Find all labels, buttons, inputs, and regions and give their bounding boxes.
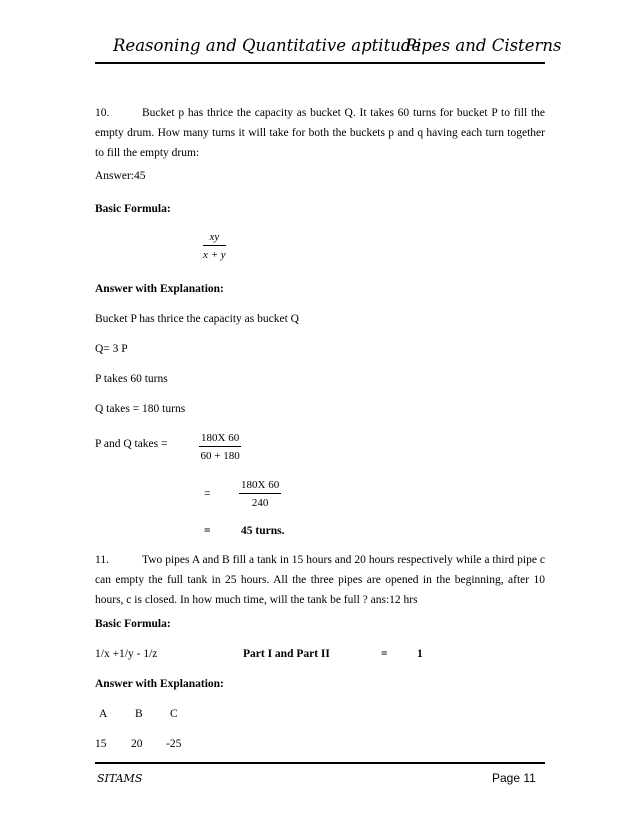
explanation-label: Answer with Explanation:: [95, 283, 224, 295]
page-number: Page 11: [492, 771, 536, 785]
table-value-c: -25: [166, 738, 182, 750]
calc-denominator: 60 + 180: [200, 450, 240, 462]
result-value: 45 turns.: [241, 525, 285, 537]
pq-takes-label: P and Q takes =: [95, 438, 168, 450]
table-header-b: B: [135, 708, 143, 720]
question-text: Two pipes A and B fill a tank in 15 hours and 20 hours respectively while a third pipe c can empty the full tank in 25 hours. All the three pipes are opened in the beginning, after 10 hours, c is closed. In how much time, will the tank be full ? ans:12 hrs: [95, 554, 545, 606]
explanation-label: Answer with Explanation:: [95, 678, 224, 690]
equals-sign: =: [204, 525, 211, 537]
explanation-line: Bucket P has thrice the capacity as bucket Q: [95, 313, 299, 325]
formula-fraction: [203, 231, 226, 261]
table-value-b: 20: [131, 738, 143, 750]
table-header-c: C: [170, 708, 178, 720]
header-section: Pipes and Cisterns: [405, 36, 562, 55]
header-title: Reasoning and Quantitative aptitude: [113, 36, 422, 55]
explanation-line: Q takes = 180 turns: [95, 403, 186, 415]
calc-fraction-2: [239, 479, 281, 509]
footer-rule: [95, 762, 545, 764]
parts-equals: =: [381, 648, 388, 660]
table-header-a: A: [99, 708, 108, 720]
table-value-a: 15: [95, 738, 107, 750]
question-11: [95, 550, 545, 610]
question-text: Bucket p has thrice the capacity as bucket Q. It takes 60 turns for bucket P to fill the empty drum. How many turns it will take for both the buckets p and q having each turn together to fill the empty drum:: [95, 107, 545, 159]
basic-formula-label: Basic Formula:: [95, 203, 171, 215]
calc-denominator: 240: [251, 497, 269, 509]
parts-value: 1: [417, 648, 423, 660]
formula-denominator: x + y: [203, 249, 226, 261]
answer-line: Answer:45: [95, 170, 146, 182]
calc-numerator: 180X 60: [199, 432, 241, 447]
equals-sign: =: [204, 488, 211, 500]
formula-text: 1/x +1/y - 1/z: [95, 648, 158, 660]
formula-numerator: xy: [203, 231, 226, 246]
basic-formula-label: Basic Formula:: [95, 618, 171, 630]
calc-numerator: 180X 60: [239, 479, 281, 494]
calc-fraction-1: [199, 432, 241, 462]
question-number: 11.: [95, 554, 109, 566]
footer-institution: SITAMS: [97, 772, 143, 785]
question-number: 10.: [95, 107, 110, 119]
header-rule: [95, 62, 545, 64]
question-10: [95, 103, 545, 163]
explanation-line: Q= 3 P: [95, 343, 128, 355]
parts-label: Part I and Part II: [243, 648, 330, 660]
explanation-line: P takes 60 turns: [95, 373, 168, 385]
